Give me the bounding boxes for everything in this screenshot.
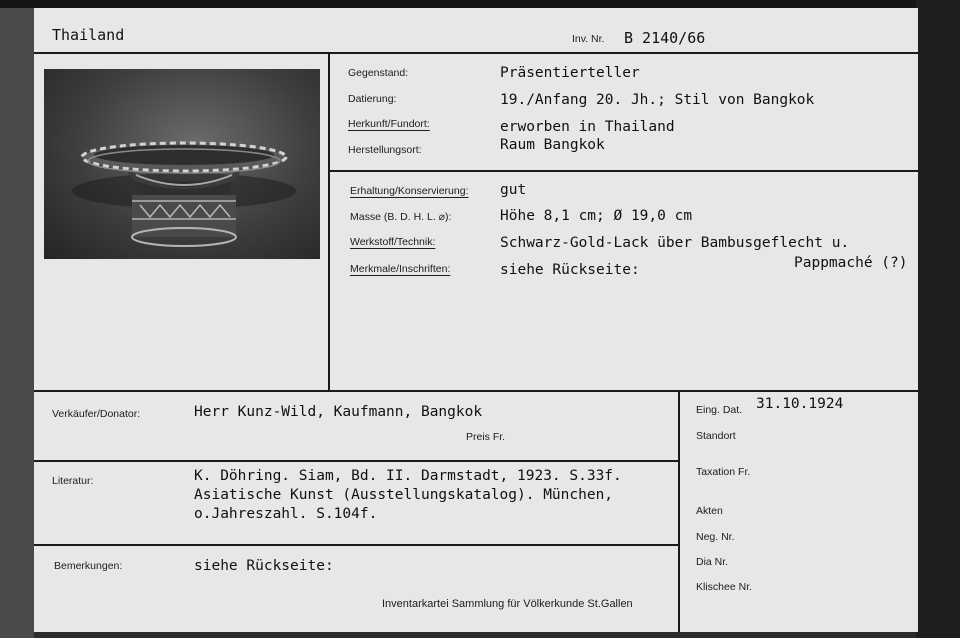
seller-value: Herr Kunz-Wild, Kaufmann, Bangkok bbox=[194, 404, 483, 420]
neg-nr-label: Neg. Nr. bbox=[696, 531, 735, 543]
herstellungsort-label: Herstellungsort: bbox=[348, 144, 422, 156]
inv-nr-label: Inv. Nr. bbox=[572, 33, 605, 45]
rule-photo-divider bbox=[328, 52, 330, 392]
inv-nr-value: B 2140/66 bbox=[624, 29, 706, 47]
rule-seller-section bbox=[34, 460, 680, 462]
rule-header bbox=[34, 52, 918, 54]
herkunft-value: erworben in Thailand bbox=[500, 119, 675, 135]
background-right bbox=[916, 0, 960, 638]
gegenstand-value: Präsentierteller bbox=[500, 65, 640, 81]
werkstoff-label: Werkstoff/Technik: bbox=[350, 236, 436, 248]
preis-label: Preis Fr. bbox=[466, 431, 506, 443]
erhaltung-label: Erhaltung/Konservierung: bbox=[350, 185, 469, 197]
merkmale-label: Merkmale/Inschriften: bbox=[350, 263, 451, 275]
herkunft-label: Herkunft/Fundort: bbox=[348, 118, 430, 130]
object-photo bbox=[44, 69, 320, 259]
standort-label: Standort bbox=[696, 430, 736, 442]
klischee-nr-label: Klischee Nr. bbox=[696, 581, 753, 593]
literature-line-3: o.Jahreszahl. S.104f. bbox=[194, 506, 378, 522]
rule-side-column bbox=[678, 390, 680, 632]
background-left bbox=[0, 0, 34, 638]
inventory-card bbox=[34, 8, 918, 632]
rule-upper-lower bbox=[34, 390, 918, 392]
herstellungsort-value: Raum Bangkok bbox=[500, 137, 605, 153]
datierung-value: 19./Anfang 20. Jh.; Stil von Bangkok bbox=[500, 92, 815, 108]
datierung-label: Datierung: bbox=[348, 93, 397, 105]
rule-object-section bbox=[328, 170, 918, 172]
dia-nr-label: Dia Nr. bbox=[696, 556, 729, 568]
masse-label: Masse (B. D. H. L. ⌀): bbox=[350, 211, 452, 223]
literatur-label-text: Literatur: bbox=[52, 475, 94, 487]
seller-label-text: Verkäufer/Donator: bbox=[52, 408, 141, 420]
card-footer: Inventarkartei Sammlung für Völkerkunde St.Gallen bbox=[382, 598, 633, 610]
eing-dat-label: Eing. Dat. bbox=[696, 404, 743, 416]
presentation-tray-image bbox=[44, 69, 320, 259]
erhaltung-value: gut bbox=[500, 182, 527, 198]
country-label: Thailand bbox=[52, 26, 125, 44]
gegenstand-label: Gegenstand: bbox=[348, 67, 409, 79]
background-top bbox=[0, 0, 960, 8]
merkmale-value: siehe Rückseite: bbox=[500, 262, 640, 278]
rule-literature-section bbox=[34, 544, 680, 546]
literature-line-1: K. Döhring. Siam, Bd. II. Darmstadt, 1923. S.33f. bbox=[194, 468, 622, 484]
eing-dat-value: 31.10.1924 bbox=[756, 396, 844, 412]
literature-line-2: Asiatische Kunst (Ausstellungskatalog). München, bbox=[194, 487, 614, 503]
werkstoff-value-line2: Pappmaché (?) bbox=[794, 255, 908, 271]
masse-value: Höhe 8,1 cm; Ø 19,0 cm bbox=[500, 208, 693, 224]
bemerkungen-value: siehe Rückseite: bbox=[194, 558, 334, 574]
seller-label bbox=[52, 408, 140, 420]
bemerkungen-label: Bemerkungen: bbox=[54, 560, 123, 572]
werkstoff-value-line1: Schwarz-Gold-Lack über Bambusgeflecht u. bbox=[500, 235, 850, 251]
taxation-label: Taxation Fr. bbox=[696, 466, 751, 478]
akten-label: Akten bbox=[696, 505, 723, 517]
